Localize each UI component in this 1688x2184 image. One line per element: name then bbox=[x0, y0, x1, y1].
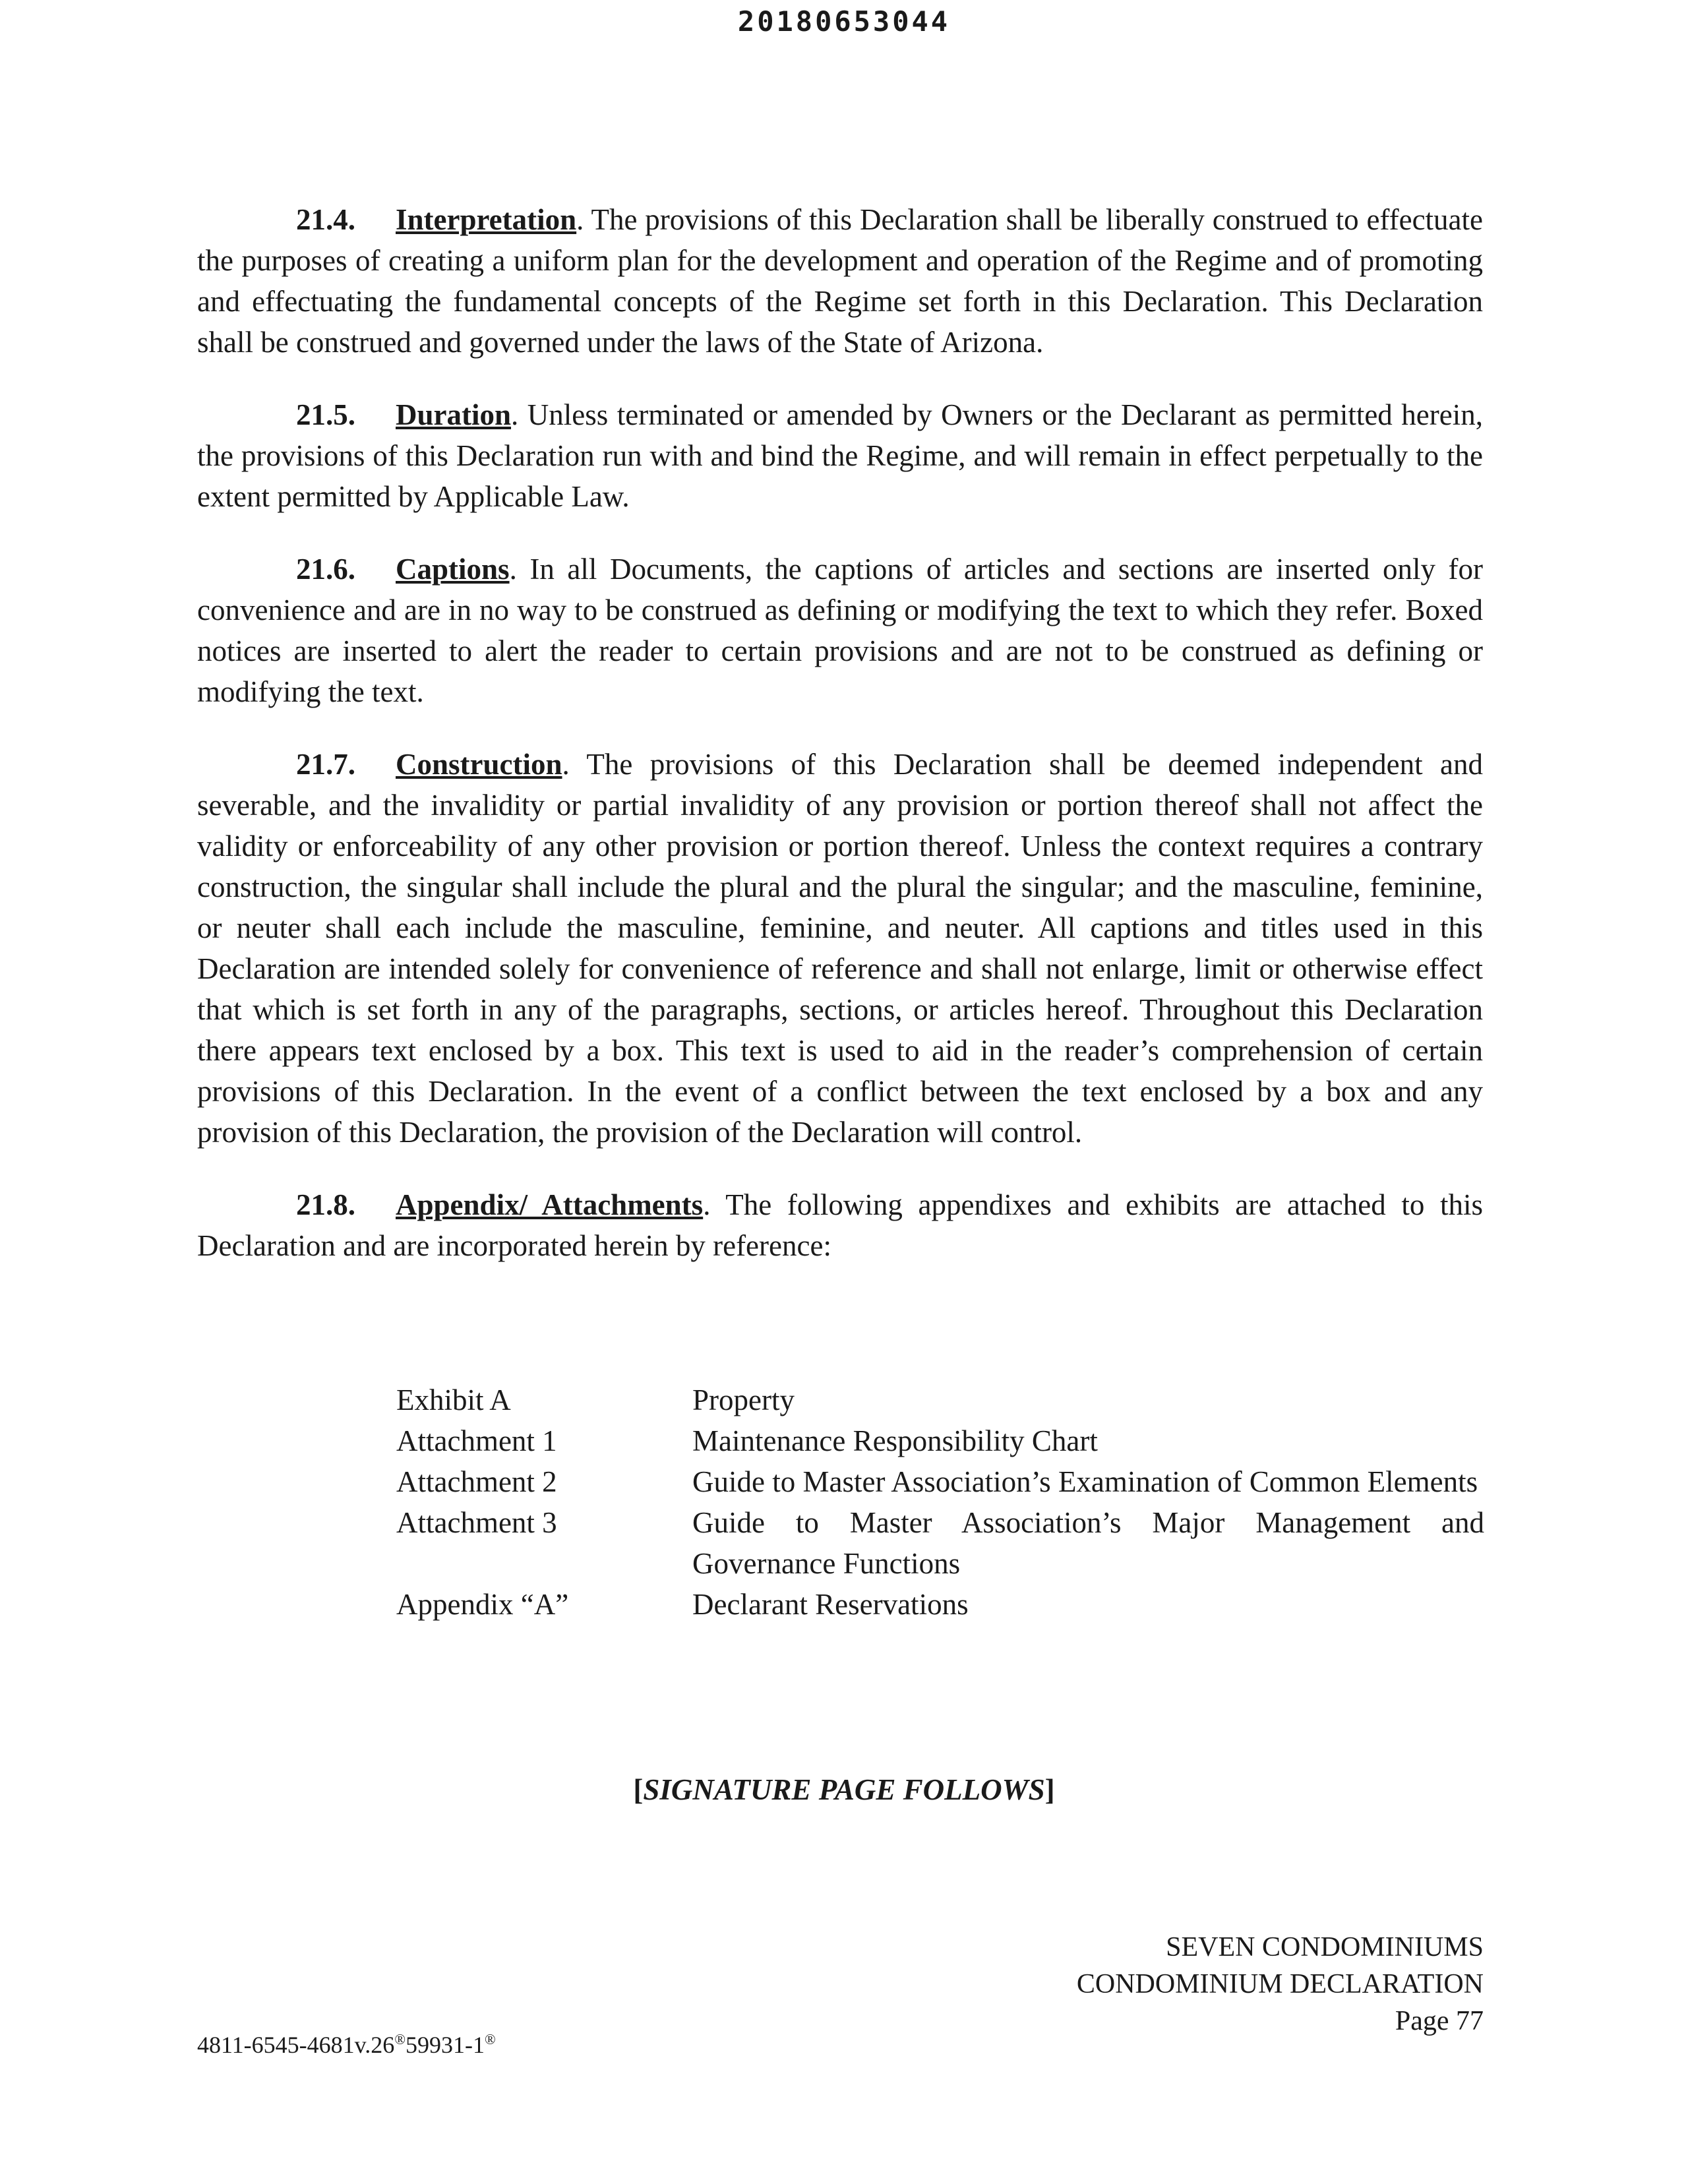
document-id bbox=[197, 2031, 496, 2059]
attachment-description: Property bbox=[692, 1383, 795, 1416]
section-heading: Construction bbox=[396, 748, 562, 781]
section-21-6 bbox=[197, 549, 1483, 712]
section-text: . Unless terminated or amended by Owners or the Declarant as permitted herein, the provisions of this Declaration run with and bind the Regime, and will remain in effect perpetually to the extent permitted by Applicable Law. bbox=[197, 398, 1483, 513]
declaration-body bbox=[197, 199, 1483, 1298]
signature-note-text: SIGNATURE PAGE FOLLOWS bbox=[643, 1773, 1045, 1806]
attachment-description: Maintenance Responsibility Chart bbox=[692, 1424, 1098, 1457]
recording-number: 20180653044 bbox=[737, 5, 951, 38]
section-heading: Duration bbox=[396, 398, 512, 431]
page-number: Page 77 bbox=[1395, 2006, 1484, 2036]
attachment-row bbox=[396, 1461, 1484, 1502]
section-text: . The provisions of this Declaration shall be deemed independent and severable, and the invalidity or partial invalidity of any provision or portion thereof shall not affect the validity or enforceability of any other provision or portion thereof. Unless the context requires a contrary construction, the singular shall include the plural and the plural the singular; and the masculine, feminine, or neuter shall each include the masculine, feminine, and neuter. All captions and titles used in this Declaration are intended solely for convenience of reference and shall not enlarge, limit or otherwise effect that which is set forth in any of the paragraphs, sections, or articles hereof. Throughout this Declaration there appears text enclosed by a box. This text is used to aid in the reader’s comprehension of certain provisions of this Declaration. In the event of a conflict between the text enclosed by a box and any provision of this Declaration, the provision of the Declaration will control. bbox=[197, 748, 1483, 1149]
footer-line-1: SEVEN CONDOMINIUMS bbox=[1166, 1932, 1484, 1962]
section-heading: Appendix/ Attachments bbox=[396, 1188, 704, 1221]
section-number: 21.8. bbox=[296, 1188, 355, 1221]
doc-id-mid: 59931-1 bbox=[406, 2032, 485, 2058]
attachment-code: Appendix “A” bbox=[396, 1588, 569, 1621]
attachment-description: Guide to Master Association’s Major Management and Governance Functions bbox=[692, 1506, 1484, 1580]
doc-id-main: 4811-6545-4681v.26 bbox=[197, 2032, 395, 2058]
attachment-description: Guide to Master Association’s Examination of Common Elements bbox=[692, 1465, 1478, 1498]
attachment-code: Attachment 3 bbox=[396, 1506, 557, 1539]
signature-page-note bbox=[0, 1773, 1688, 1807]
attachment-code: Exhibit A bbox=[396, 1383, 511, 1416]
doc-id-mark: ® bbox=[394, 2031, 406, 2048]
section-text: . The following appendixes and exhibits are attached to this Declaration and are incorporated herein by reference: bbox=[197, 1188, 1483, 1262]
attachment-row bbox=[396, 1420, 1484, 1461]
attachment-description: Declarant Reservations bbox=[692, 1588, 969, 1621]
attachment-code: Attachment 2 bbox=[396, 1465, 557, 1498]
section-text: . In all Documents, the captions of articles and sections are inserted only for convenience and are in no way to be construed as defining or modifying the text to which they refer. Boxed notices are inserted to alert the reader to certain provisions and are not to be construed as defining or modifying the text. bbox=[197, 553, 1483, 708]
section-heading: Captions bbox=[396, 553, 510, 586]
doc-id-mark: ® bbox=[485, 2031, 496, 2048]
bracket-open: [ bbox=[633, 1773, 644, 1806]
attachment-code: Attachment 1 bbox=[396, 1424, 557, 1457]
attachment-row bbox=[396, 1380, 1484, 1420]
attachments-list bbox=[396, 1380, 1484, 1625]
section-heading: Interpretation bbox=[396, 203, 577, 236]
section-21-7 bbox=[197, 744, 1483, 1153]
section-21-4 bbox=[197, 199, 1483, 363]
section-number: 21.6. bbox=[296, 553, 355, 586]
section-21-5 bbox=[197, 394, 1483, 517]
attachment-row bbox=[396, 1502, 1484, 1584]
section-text: . The provisions of this Declaration shall be liberally construed to effectuate the purposes of creating a uniform plan for the development and operation of the Regime and of promoting and effectuating the fundamental concepts of the Regime set forth in this Declaration. This Declaration shall be construed and governed under the laws of the State of Arizona. bbox=[197, 203, 1483, 359]
attachment-row bbox=[396, 1584, 1484, 1625]
footer-line-2: CONDOMINIUM DECLARATION bbox=[1076, 1969, 1484, 1999]
section-number: 21.7. bbox=[296, 748, 355, 781]
section-number: 21.5. bbox=[296, 398, 355, 431]
section-21-8 bbox=[197, 1184, 1483, 1266]
bracket-close: ] bbox=[1044, 1773, 1055, 1806]
section-number: 21.4. bbox=[296, 203, 355, 236]
footer-title-block bbox=[1077, 1929, 1484, 2040]
